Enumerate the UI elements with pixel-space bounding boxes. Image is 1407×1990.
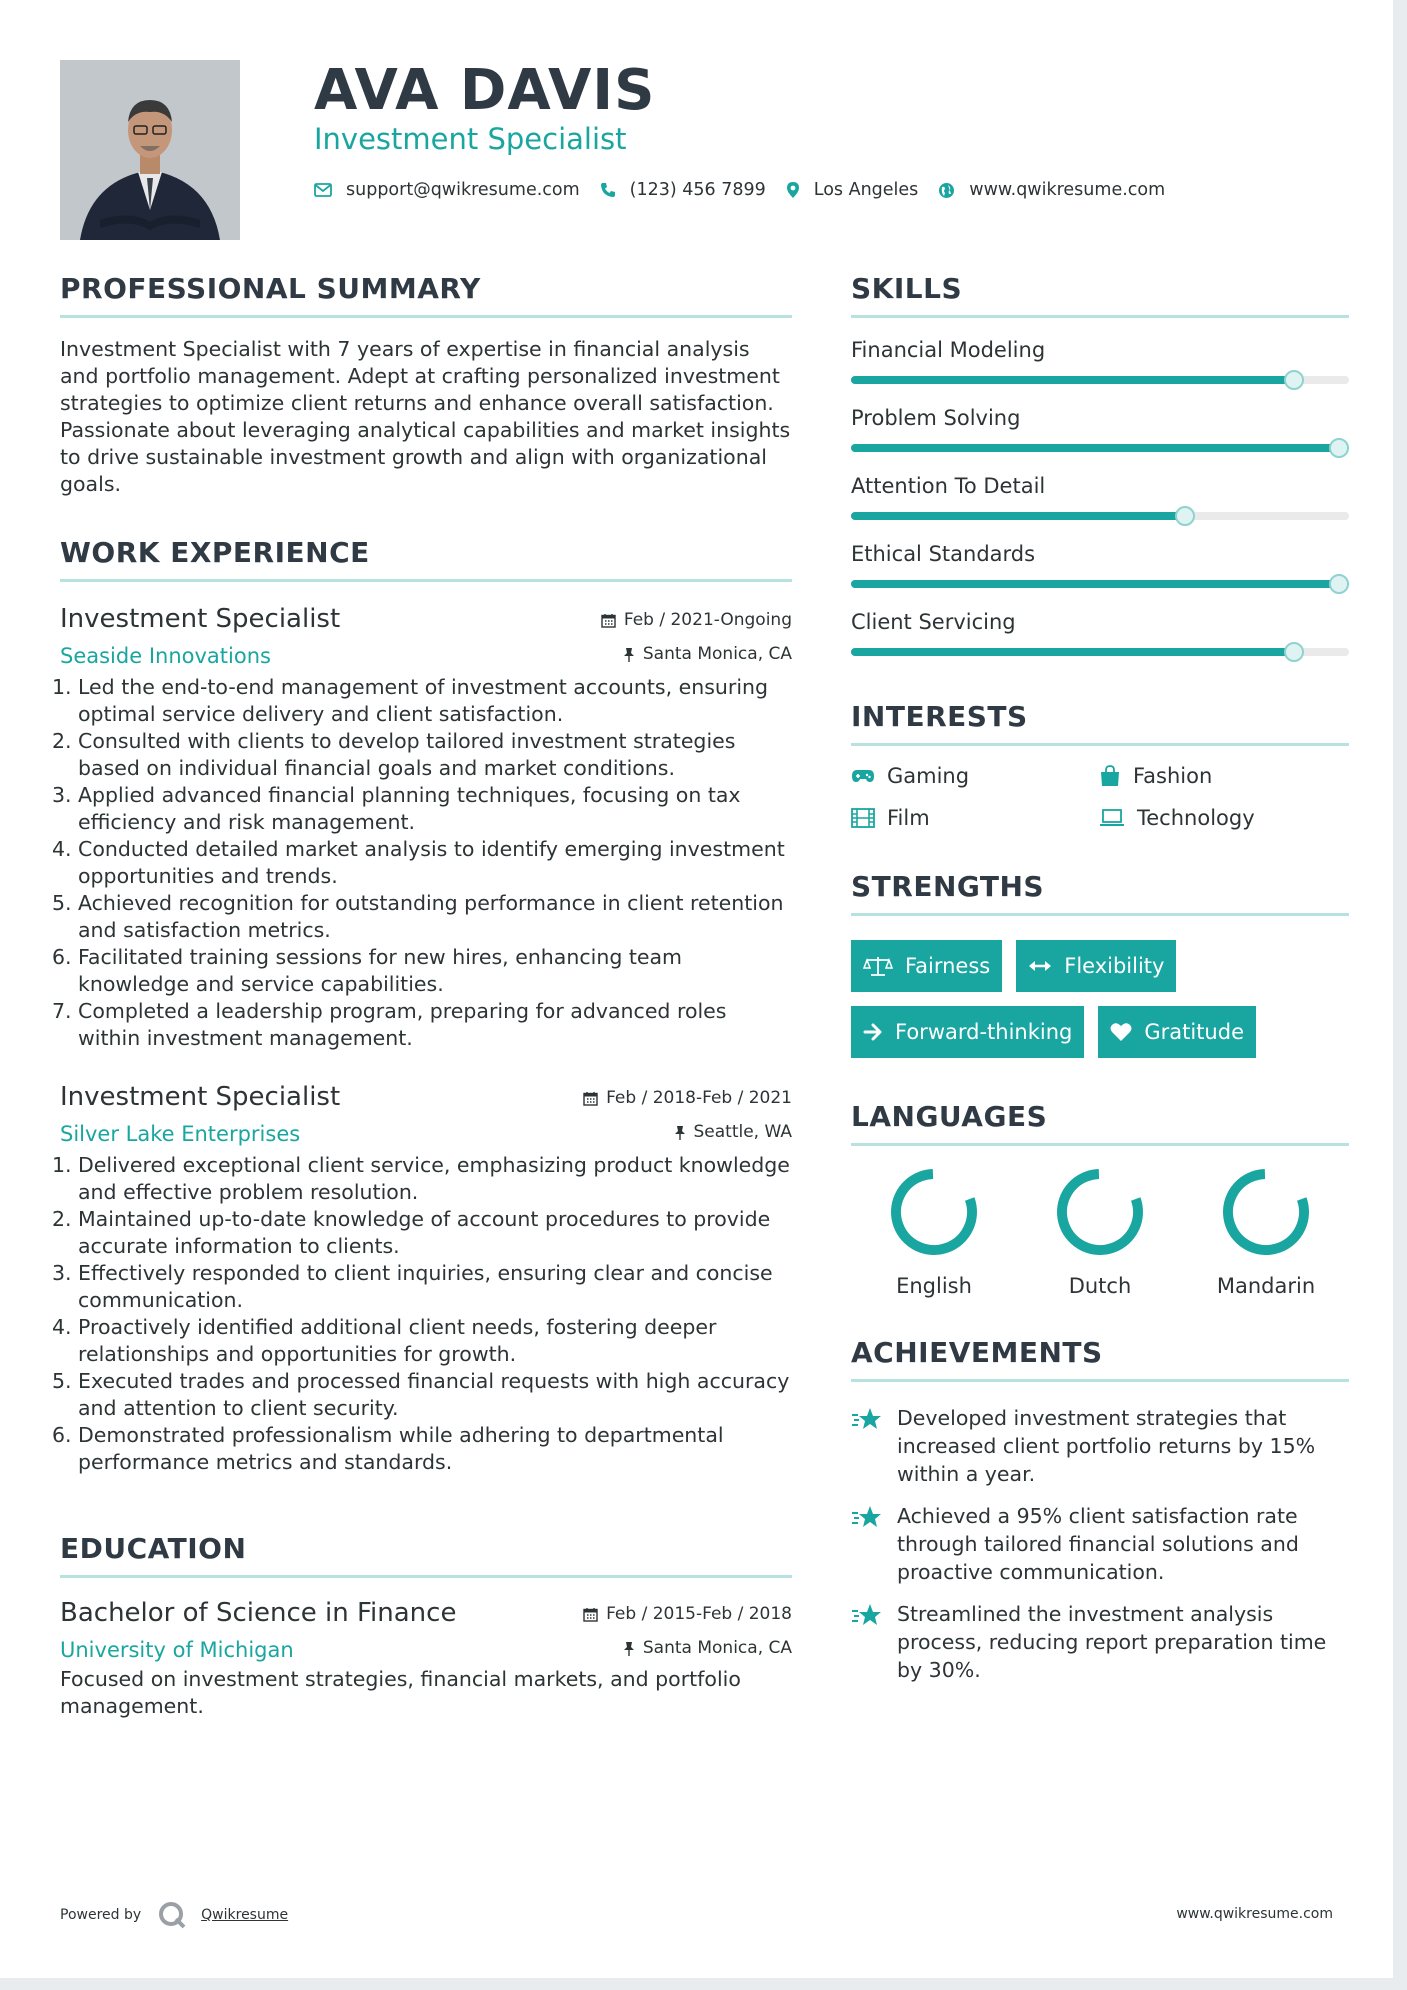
job-company: Silver Lake Enterprises	[60, 1122, 301, 1146]
heart-icon	[1110, 1022, 1132, 1042]
achievement-text: Achieved a 95% client satisfaction rate through tailored financial solutions and proactive communication.	[897, 1504, 1299, 1584]
job-location	[623, 644, 792, 664]
job-company: Seaside Innovations	[60, 644, 271, 668]
language-label: Mandarin	[1216, 1274, 1316, 1298]
skill-bar-knob	[1175, 506, 1195, 526]
candidate-name: AVA DAVIS	[314, 58, 656, 123]
laptop-icon	[1099, 809, 1125, 827]
interest-technology	[1099, 806, 1347, 830]
skill-bar-fill	[851, 580, 1349, 588]
language-ring	[886, 1164, 982, 1260]
strength-chip	[1016, 940, 1176, 992]
interest-label: Gaming	[887, 764, 970, 788]
achievement-text: Streamlined the investment analysis process, reducing report preparation time by 30%.	[897, 1602, 1327, 1682]
education-section	[60, 1532, 792, 1720]
skill-bar	[851, 512, 1349, 520]
map-pin-icon	[786, 181, 800, 199]
contact-email[interactable]	[314, 180, 580, 200]
interest-fashion	[1099, 764, 1347, 788]
job-location-text: Seattle, WA	[693, 1122, 792, 1142]
strength-chip	[851, 1006, 1084, 1058]
language-label: English	[896, 1274, 972, 1298]
achievement-item	[851, 1404, 1349, 1488]
calendar-icon	[601, 613, 616, 628]
contact-phone[interactable]	[600, 180, 766, 200]
interest-gaming	[851, 764, 1099, 788]
list-item: Demonstrated professionalism while adhering to departmental performance metrics and standards.	[78, 1423, 724, 1474]
list-item: Facilitated training sessions for new hires, enhancing team knowledge and service capabilities.	[78, 945, 683, 996]
skill-bar-knob	[1329, 574, 1349, 594]
balance-scale-icon	[863, 955, 893, 977]
skill-bar-fill	[851, 444, 1349, 452]
experience-section	[60, 536, 792, 1476]
skill-name: Problem Solving	[851, 406, 1021, 430]
film-icon	[851, 808, 875, 828]
skill-bar-fill	[851, 376, 1294, 384]
strength-label: Gratitude	[1144, 1020, 1244, 1044]
gamepad-icon	[851, 768, 875, 784]
pushpin-icon	[674, 1125, 686, 1140]
language-label: Dutch	[1068, 1274, 1132, 1298]
job-location	[674, 1122, 793, 1142]
strength-chip	[851, 940, 1002, 992]
email-text: support@qwikresume.com	[346, 180, 580, 200]
strengths-heading: STRENGTHS	[851, 870, 1349, 916]
job-location-text: Santa Monica, CA	[642, 644, 792, 664]
left-column	[60, 272, 792, 1720]
skill-name: Attention To Detail	[851, 474, 1046, 498]
skill-bar	[851, 580, 1349, 588]
strength-label: Forward-thinking	[895, 1020, 1073, 1044]
list-item: Conducted detailed market analysis to identify emerging investment opportunities and trends.	[78, 837, 785, 888]
star-award-icon	[851, 1406, 883, 1434]
envelope-icon	[314, 183, 332, 197]
profile-photo	[60, 60, 240, 240]
skill-item	[851, 610, 1349, 656]
interest-label: Film	[887, 806, 930, 830]
list-item: Led the end-to-end management of investment accounts, ensuring optimal service delivery and client satisfaction.	[78, 675, 769, 726]
pushpin-icon	[623, 647, 635, 662]
achievements-heading: ACHIEVEMENTS	[851, 1336, 1349, 1382]
duty-list	[60, 674, 792, 1052]
location-text: Los Angeles	[813, 180, 919, 200]
summary-text: Investment Specialist with 7 years of expertise in financial analysis and portfolio management. Adept at crafting personalized investment strategies to optimize client returns and enhance overall satisfaction. Passionate about leveraging analytical capabilities and market insights to drive sustainable investment growth and align with organizational goals.	[60, 337, 791, 496]
right-column	[851, 272, 1349, 1698]
job-date	[583, 1088, 792, 1108]
candidate-title: Investment Specialist	[314, 122, 627, 156]
job-date-text: Feb / 2018-Feb / 2021	[606, 1088, 792, 1108]
languages-section	[851, 1100, 1349, 1298]
school-name: University of Michigan	[60, 1638, 294, 1662]
qwikresume-link[interactable]: Qwikresume	[201, 1907, 289, 1923]
education-location	[623, 1638, 792, 1658]
duty-list	[60, 1152, 792, 1476]
star-award-icon	[851, 1504, 883, 1532]
phone-text: (123) 456 7899	[629, 180, 766, 200]
skill-bar-knob	[1329, 438, 1349, 458]
interest-label: Technology	[1137, 806, 1255, 830]
language-item	[1183, 1164, 1349, 1298]
skill-bar-knob	[1284, 642, 1304, 662]
education-date-text: Feb / 2015-Feb / 2018	[606, 1604, 792, 1624]
footer-credit	[60, 1900, 288, 1930]
job-date-text: Feb / 2021-Ongoing	[623, 610, 792, 630]
language-ring	[1218, 1164, 1314, 1260]
language-item	[1017, 1164, 1183, 1298]
interests-section	[851, 700, 1349, 830]
phone-icon	[600, 182, 616, 198]
list-item: Effectively responded to client inquiries, ensuring clear and concise communication.	[78, 1261, 773, 1312]
education-description: Focused on investment strategies, financial markets, and portfolio management.	[60, 1667, 741, 1718]
education-date	[583, 1604, 792, 1624]
language-item	[851, 1164, 1017, 1298]
skill-name: Financial Modeling	[851, 338, 1046, 362]
job-title: Investment Specialist	[60, 604, 341, 634]
experience-heading: WORK EXPERIENCE	[60, 536, 792, 582]
skill-item	[851, 542, 1349, 588]
star-award-icon	[851, 1602, 883, 1630]
skill-name: Ethical Standards	[851, 542, 1036, 566]
footer-website[interactable]: www.qwikresume.com	[1176, 1906, 1333, 1922]
strength-label: Fairness	[905, 954, 991, 978]
list-item: Delivered exceptional client service, emphasizing product knowledge and effective problem resolution.	[78, 1153, 790, 1204]
calendar-icon	[583, 1091, 598, 1106]
summary-section	[60, 272, 792, 498]
interest-film	[851, 806, 1099, 830]
languages-heading: LANGUAGES	[851, 1100, 1349, 1146]
arrow-right-icon	[863, 1023, 883, 1041]
calendar-icon	[583, 1607, 598, 1622]
list-item: Consulted with clients to develop tailored investment strategies based on individual financial goals and market conditions.	[78, 729, 736, 780]
skills-section	[851, 272, 1349, 656]
contact-bar	[314, 180, 1185, 200]
skill-item	[851, 338, 1349, 384]
list-item: Completed a leadership program, preparing for advanced roles within investment management.	[78, 999, 727, 1050]
job-title: Investment Specialist	[60, 1082, 341, 1112]
list-item: Achieved recognition for outstanding performance in client retention and satisfaction metrics.	[78, 891, 784, 942]
skill-item	[851, 406, 1349, 452]
shopping-bag-icon	[1099, 765, 1121, 787]
achievement-item	[851, 1600, 1349, 1684]
education-heading: EDUCATION	[60, 1532, 792, 1578]
strength-label: Flexibility	[1064, 954, 1165, 978]
education-location-text: Santa Monica, CA	[642, 1638, 792, 1658]
contact-website[interactable]	[938, 180, 1165, 200]
job-entry	[60, 1082, 792, 1476]
qwikresume-logo-icon	[157, 1900, 187, 1930]
strengths-section	[851, 870, 1349, 1058]
language-ring	[1052, 1164, 1148, 1260]
list-item: Proactively identified additional client needs, fostering deeper relationships and opportunities for growth.	[78, 1315, 717, 1366]
list-item: Applied advanced financial planning techniques, focusing on tax efficiency and risk management.	[78, 783, 741, 834]
website-text: www.qwikresume.com	[969, 180, 1166, 200]
summary-heading: PROFESSIONAL SUMMARY	[60, 272, 792, 318]
pushpin-icon	[623, 1641, 635, 1656]
list-item: Maintained up-to-date knowledge of account procedures to provide accurate information to clients.	[78, 1207, 771, 1258]
globe-icon	[938, 182, 955, 199]
skill-bar	[851, 376, 1349, 384]
interest-label: Fashion	[1133, 764, 1213, 788]
powered-by-text: Powered by	[60, 1907, 142, 1923]
skill-bar-knob	[1284, 370, 1304, 390]
skill-bar	[851, 648, 1349, 656]
arrows-horizontal-icon	[1028, 959, 1052, 973]
strength-chip	[1098, 1006, 1256, 1058]
job-date	[601, 610, 792, 630]
skills-heading: SKILLS	[851, 272, 1349, 318]
job-entry	[60, 604, 792, 1052]
contact-location	[786, 180, 919, 200]
achievement-text: Developed investment strategies that increased client portfolio returns by 15% within a year.	[897, 1406, 1316, 1486]
skill-bar-fill	[851, 648, 1294, 656]
skill-name: Client Servicing	[851, 610, 1016, 634]
skill-item	[851, 474, 1349, 520]
list-item: Executed trades and processed financial requests with high accuracy and attention to client security.	[78, 1369, 790, 1420]
skill-bar	[851, 444, 1349, 452]
degree-title: Bachelor of Science in Finance	[60, 1598, 457, 1628]
skill-bar-fill	[851, 512, 1185, 520]
achievement-item	[851, 1502, 1349, 1586]
achievements-section	[851, 1336, 1349, 1684]
interests-heading: INTERESTS	[851, 700, 1349, 746]
